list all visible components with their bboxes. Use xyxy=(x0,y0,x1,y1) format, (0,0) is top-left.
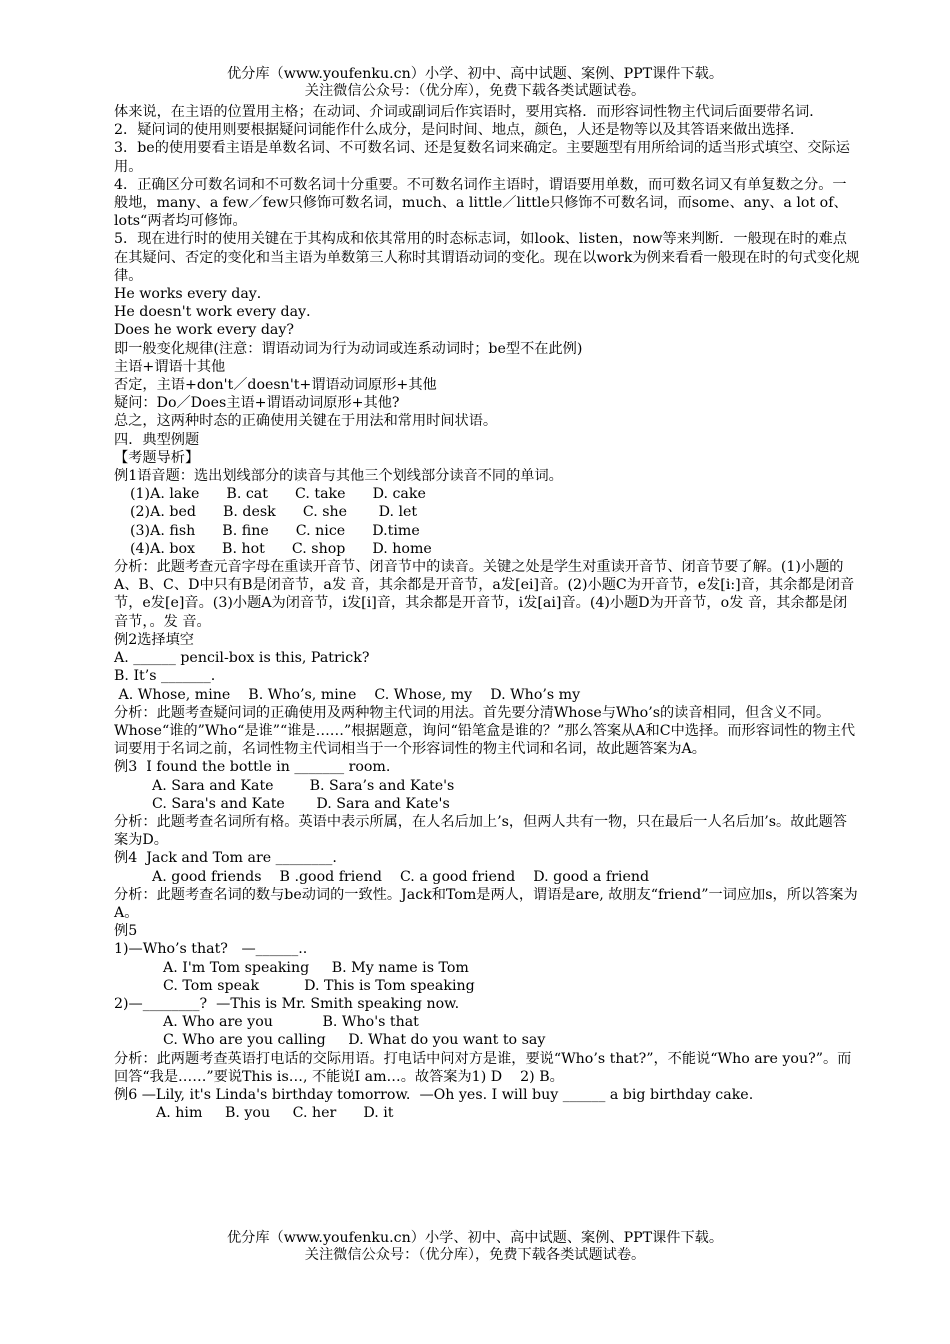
paragraph-countable-nouns: 4．正确区分可数名词和不可数名词十分重要。不可数名词作主语时，谓语要用单数，而可数名词又有单复数之分。一般地，many、a few／few只修饰可数名词，much、a little／little只修饰不可数名词，而some、any、a lot of、lots“两者均可修饰。 xyxy=(114,176,848,230)
example-5-options: A. Who are you B. Who's that xyxy=(163,1014,419,1031)
paragraph-pronoun-usage: 体来说，在主语的位置用主格；在动词、介词或副词后作宾语时，要用宾格．而形容词性物主代词后面要带名词． xyxy=(114,104,824,120)
footer-line-1: 优分库（www.youfenku.cn）小学、初中、高中试题、案例、PPT课件下载。 xyxy=(226,1230,724,1246)
header-line-2: 关注微信公众号：（优分库），免费下载各类试题试卷。 xyxy=(304,83,646,99)
rule-line: 即一般变化规律(注意：谓语动词为行为动词或连系动词时；be型不在此例) xyxy=(114,340,583,357)
example-2-options: A. Whose, mine B. Who’s, mine C. Whose, my D. Who’s my xyxy=(114,686,581,703)
section-subheading: 【考题导析】 xyxy=(114,449,200,466)
example-4-question: 例4 Jack and Tom are ________. xyxy=(114,850,337,867)
example-4-analysis: 分析：此题考查名词的数与be动词的一致性。Jack和Tom是两人，谓语是are, 故朋友“friend”一词应加s，所以答案为A。 xyxy=(114,886,858,921)
example-1-option-row: (1)A. lake B. cat C. take D. cake xyxy=(130,486,426,503)
paragraph-question-words: 2．疑问词的使用则要根据疑问词能作什么成分，是问时间、地点，颜色，人还是物等以及其答语来做出选择. xyxy=(114,122,795,139)
example-4-options: A. good friends B .good friend C. a good friend D. good a friend xyxy=(152,868,650,885)
page-header xyxy=(0,66,950,100)
example-3-options: A. Sara and Kate B. Sara’s and Kate's xyxy=(152,777,455,794)
example-2-line: A. ______ pencil-box is this, Patrick? xyxy=(114,650,370,667)
example-1-question: 例1语音题：选出划线部分的读音与其他三个划线部分读音不同的单词。 xyxy=(114,468,563,485)
example-5-question-1: 1)—Who’s that? —______.. xyxy=(114,941,308,958)
example-sentence: He works every day． xyxy=(114,286,271,303)
rule-line: 疑问：Do／Does主语+谓语动词原形+其他? xyxy=(114,395,400,412)
header-line-1: 优分库（www.youfenku.cn）小学、初中、高中试题、案例、PPT课件下载。 xyxy=(226,66,724,82)
example-2-title: 例2选择填空 xyxy=(114,631,194,648)
example-sentence: He doesn't work every day． xyxy=(114,304,321,321)
example-3-analysis: 分析：此题考查名词所有格。英语中表示所属，在人名后加上’s，但两人共有一物，只在最后一人名后加’s。故此题答案为D。 xyxy=(114,813,847,849)
page-footer xyxy=(0,1230,950,1264)
footer-line-2: 关注微信公众号：（优分库），免费下载各类试题试卷。 xyxy=(304,1247,646,1263)
example-5-analysis: 分析：此两题考查英语打电话的交际用语。打电话中问对方是谁，要说“Who’s that?”，不能说“Who are you?”。而回答“我是……”要说This is…, 不能说I am…。故答案为1) D 2) B。 xyxy=(114,1050,852,1085)
section-heading: 四．典型例题 xyxy=(114,431,200,448)
summary-line: 总之，这两种时态的正确使用关键在于用法和常用时间状语。 xyxy=(114,413,498,430)
example-sentence: Does he work every day? xyxy=(114,322,294,339)
document-body xyxy=(114,103,860,1122)
paragraph-tenses: 5．现在进行时的使用关键在于其构成和依其常用的时态标志词，如look、listen，now等来判断．一般现在时的难点在其疑问、否定的变化和当主语为单数第三人称时其谓语动词的变化。现在以work为例来看看一般现在时的句式变化规律。 xyxy=(114,231,860,284)
example-5-options: C. Who are you calling D. What do you want to say xyxy=(163,1032,546,1049)
example-6-question: 例6 —Lily, it's Linda's birthday tomorrow. —Oh yes. I will buy ______ a big birthday cake. xyxy=(114,1086,754,1103)
example-2-analysis: 分析：此题考查疑问词的正确使用及两种物主代词的用法。首先要分清Whose与Who’s的读音相同，但含义不同。Whose“谁的”Who“是谁”“谁是……”根据题意，询问“铅笔盒是谁的？”那么答案从A和C中选择。而形容词性的物主代词要用于名词之前，名词性物主代词相当于一个形容词性的物主代词和名词，故此题答案为A。 xyxy=(114,704,856,758)
rule-line: 否定，主语+don't／doesn't+谓语动词原形+其他 xyxy=(114,377,437,394)
example-5-title: 例5 xyxy=(114,923,138,940)
example-5-options: C. Tom speak D. This is Tom speaking xyxy=(163,977,475,994)
example-5-question-2: 2)—________? —This is Mr. Smith speaking now. xyxy=(114,995,460,1012)
example-6-options: A. him B. you C. her D. it xyxy=(156,1105,394,1122)
rule-line: 主语+谓语十其他 xyxy=(114,358,226,375)
example-2-line: B. It’s _______. xyxy=(114,668,216,685)
example-5-options: A. I'm Tom speaking B. My name is Tom xyxy=(163,959,469,976)
example-1-analysis: 分析：此题考查元音字母在重读开音节、闭音节中的读音。关键之处是学生对重读开音节、闭音节要了解。(1)小题的A、B、C、D中只有B是闭音节，a发 音，其余都是开音节，a发[ei]音。(2)小题C为开音节，e发[i:]音，其余都是闭音节，e发[e]音。(3)小题A为闭音节，i发[i]音，其余都是开音节，i发[ai]音。(4)小题D为开音节，o发 音，其余都是闭音节，。发 音。 xyxy=(114,559,855,630)
example-1-option-row: (4)A. box B. hot C. shop D. home xyxy=(130,540,432,557)
example-1-option-row: (2)A. bed B. desk C. she D. let xyxy=(130,504,418,521)
example-3-options: C. Sara's and Kate D. Sara and Kate's xyxy=(152,795,450,812)
example-3-question: 例3 I found the bottle in _______ room. xyxy=(114,759,391,776)
example-1-option-row: (3)A. fish B. fine C. nice D.time xyxy=(130,522,420,539)
paragraph-be-usage: 3．be的使用要看主语是单数名词、不可数名词、还是复数名词来确定。主要题型有用所给词的适当形式填空、交际运用。 xyxy=(114,140,850,175)
